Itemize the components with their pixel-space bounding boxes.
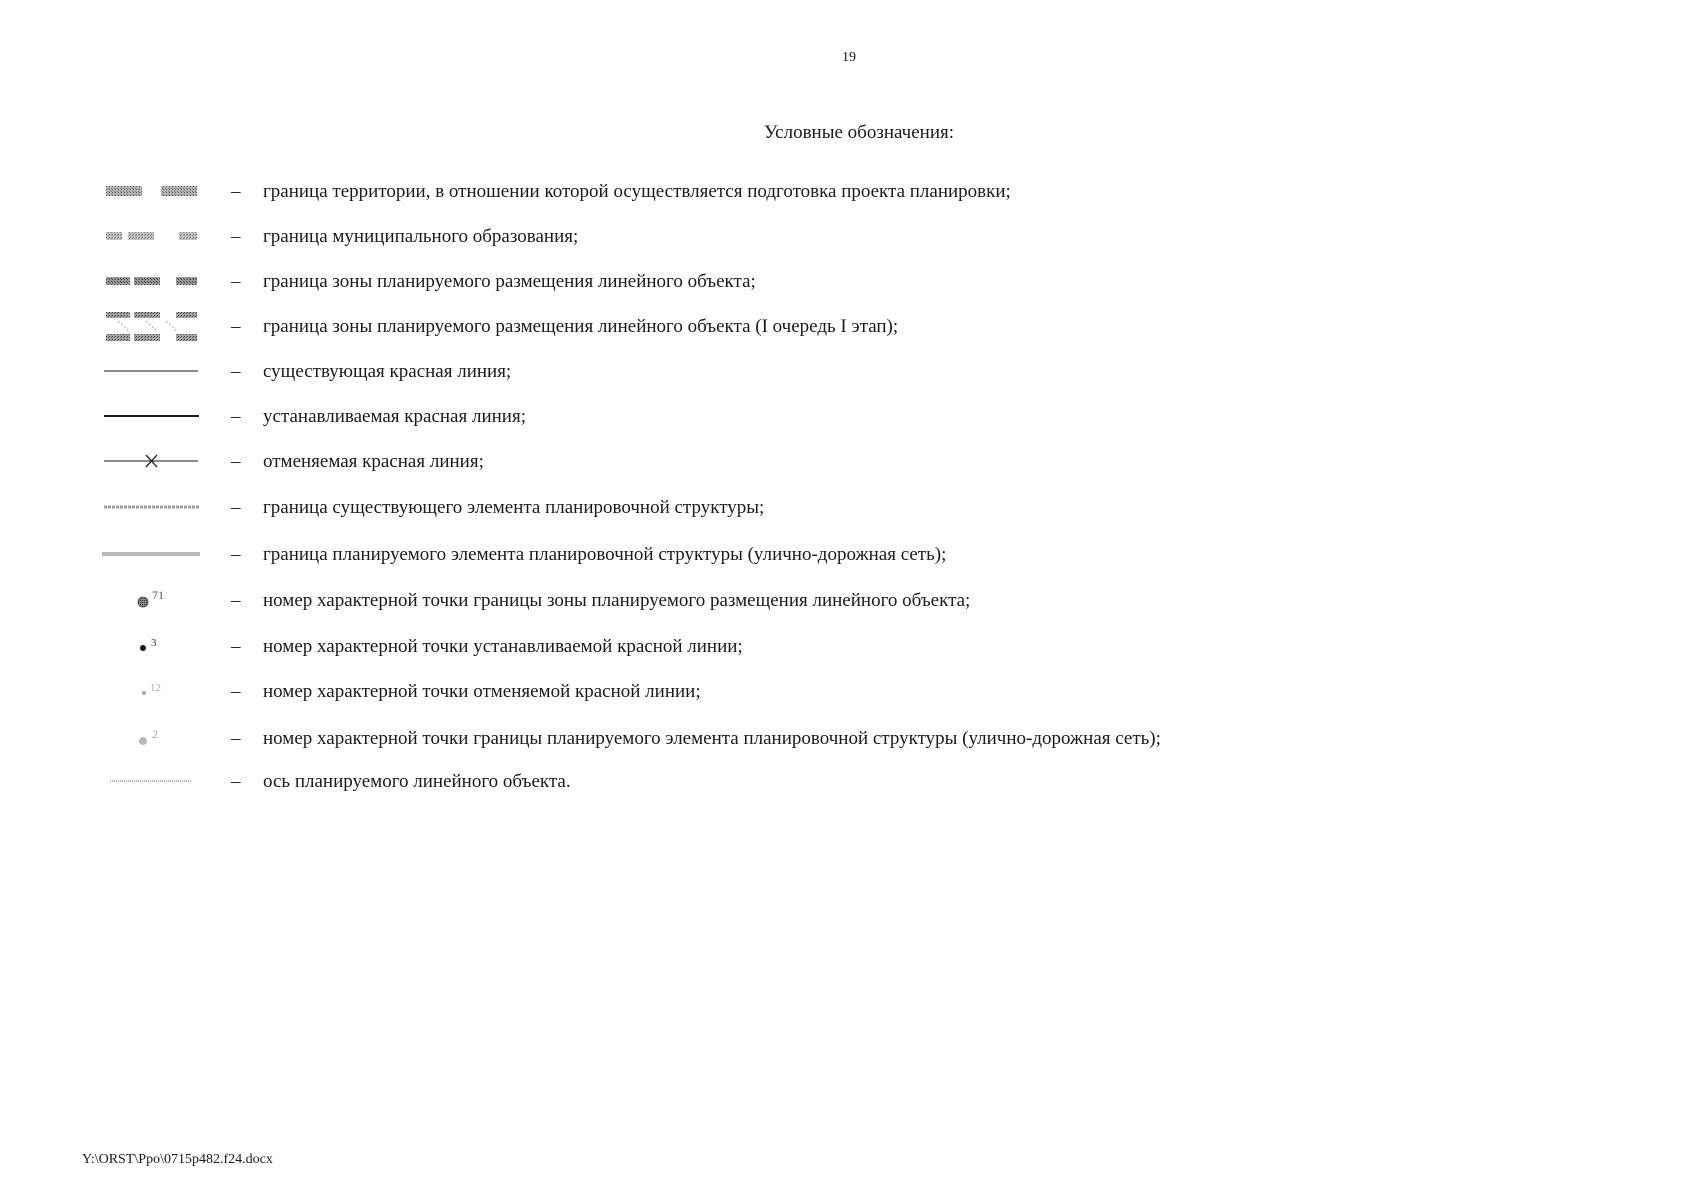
legend-description: отменяемая красная линия; xyxy=(263,451,484,472)
point-label: 2 xyxy=(152,727,158,741)
legend-item-existing-red-line xyxy=(0,357,1698,387)
municipal-boundary-symbol xyxy=(100,222,204,252)
legend-item-linear-object-axis xyxy=(0,767,1698,797)
point-label: 3 xyxy=(151,637,157,649)
linear-object-axis-symbol xyxy=(100,767,204,797)
legend-dash: – xyxy=(231,681,241,702)
zone-point-number-symbol xyxy=(100,586,204,616)
legend-item-municipal-boundary xyxy=(0,222,1698,252)
legend-item-zone-point-number xyxy=(0,586,1698,616)
structure-element-point-symbol xyxy=(100,724,204,754)
legend-description: граница существующего элемента планировочной структуры; xyxy=(263,497,765,518)
planned-structure-element-boundary-symbol xyxy=(100,540,204,570)
cancelled-red-line-symbol xyxy=(100,447,204,477)
legend-dash: – xyxy=(231,361,241,382)
legend-description: номер характерной точки отменяемой красной линии; xyxy=(263,681,701,702)
existing-structure-element-boundary-symbol xyxy=(100,493,204,523)
legend-dash: – xyxy=(231,728,241,749)
legend-item-planned-structure-element-boundary xyxy=(0,540,1698,570)
legend-dash: – xyxy=(231,497,241,518)
legend-dash: – xyxy=(231,590,241,611)
legend-item-existing-structure-element-boundary xyxy=(0,493,1698,523)
legend-dash: – xyxy=(231,771,241,792)
legend-description: граница территории, в отношении которой осуществляется подготовка проекта планировки; xyxy=(263,181,1011,202)
legend-description: граница зоны планируемого размещения линейного объекта (I очередь I этап); xyxy=(263,316,899,337)
legend-item-cancelled-red-line xyxy=(0,447,1698,477)
legend-dash: – xyxy=(231,316,241,337)
established-red-line-symbol xyxy=(100,402,204,432)
legend-description: граница зоны планируемого размещения линейного объекта; xyxy=(263,271,756,292)
legend-dash: – xyxy=(231,636,241,657)
established-red-line-point-symbol xyxy=(100,632,204,662)
legend-description: номер характерной точки границы планируемого элемента планировочной структуры (улично-дорожная сеть); xyxy=(263,728,1161,749)
legend-item-established-red-line xyxy=(0,402,1698,432)
legend-item-structure-element-point xyxy=(0,724,1698,754)
territory-boundary-symbol xyxy=(100,177,204,207)
legend-item-territory-boundary xyxy=(0,177,1698,207)
legend-description: ось планируемого линейного объекта. xyxy=(263,771,571,792)
legend-description: устанавливаемая красная линия; xyxy=(263,406,526,427)
point-label: 12 xyxy=(150,682,161,694)
legend-item-established-red-line-point xyxy=(0,632,1698,662)
legend-description: номер характерной точки устанавливаемой красной линии; xyxy=(263,636,743,657)
point-label: 71 xyxy=(152,588,164,602)
linear-object-zone-boundary-symbol xyxy=(100,267,204,297)
footer-file-path: Y:\ORST\Ppo\0715p482.f24.docx xyxy=(82,1152,273,1167)
legend-description: существующая красная линия; xyxy=(263,361,512,382)
page-number: 19 xyxy=(842,50,856,65)
legend-item-cancelled-red-line-point xyxy=(0,677,1698,707)
legend-dash: – xyxy=(231,451,241,472)
legend-dash: – xyxy=(231,226,241,247)
cancelled-red-line-point-symbol xyxy=(100,677,204,707)
legend-description: номер характерной точки границы зоны планируемого размещения линейного объекта; xyxy=(263,590,971,611)
legend-item-linear-object-zone-boundary-stage1 xyxy=(0,312,1698,342)
existing-red-line-symbol xyxy=(100,357,204,387)
legend-description: граница планируемого элемента планировочной структуры (улично-дорожная сеть); xyxy=(263,544,947,565)
linear-object-zone-boundary-stage1-symbol xyxy=(100,312,204,342)
legend-dash: – xyxy=(231,271,241,292)
legend-title: Условные обозначения: xyxy=(763,122,955,143)
legend-dash: – xyxy=(231,544,241,565)
legend-dash: – xyxy=(231,181,241,202)
legend-description: граница муниципального образования; xyxy=(263,226,579,247)
legend-item-linear-object-zone-boundary xyxy=(0,267,1698,297)
legend-dash: – xyxy=(231,406,241,427)
